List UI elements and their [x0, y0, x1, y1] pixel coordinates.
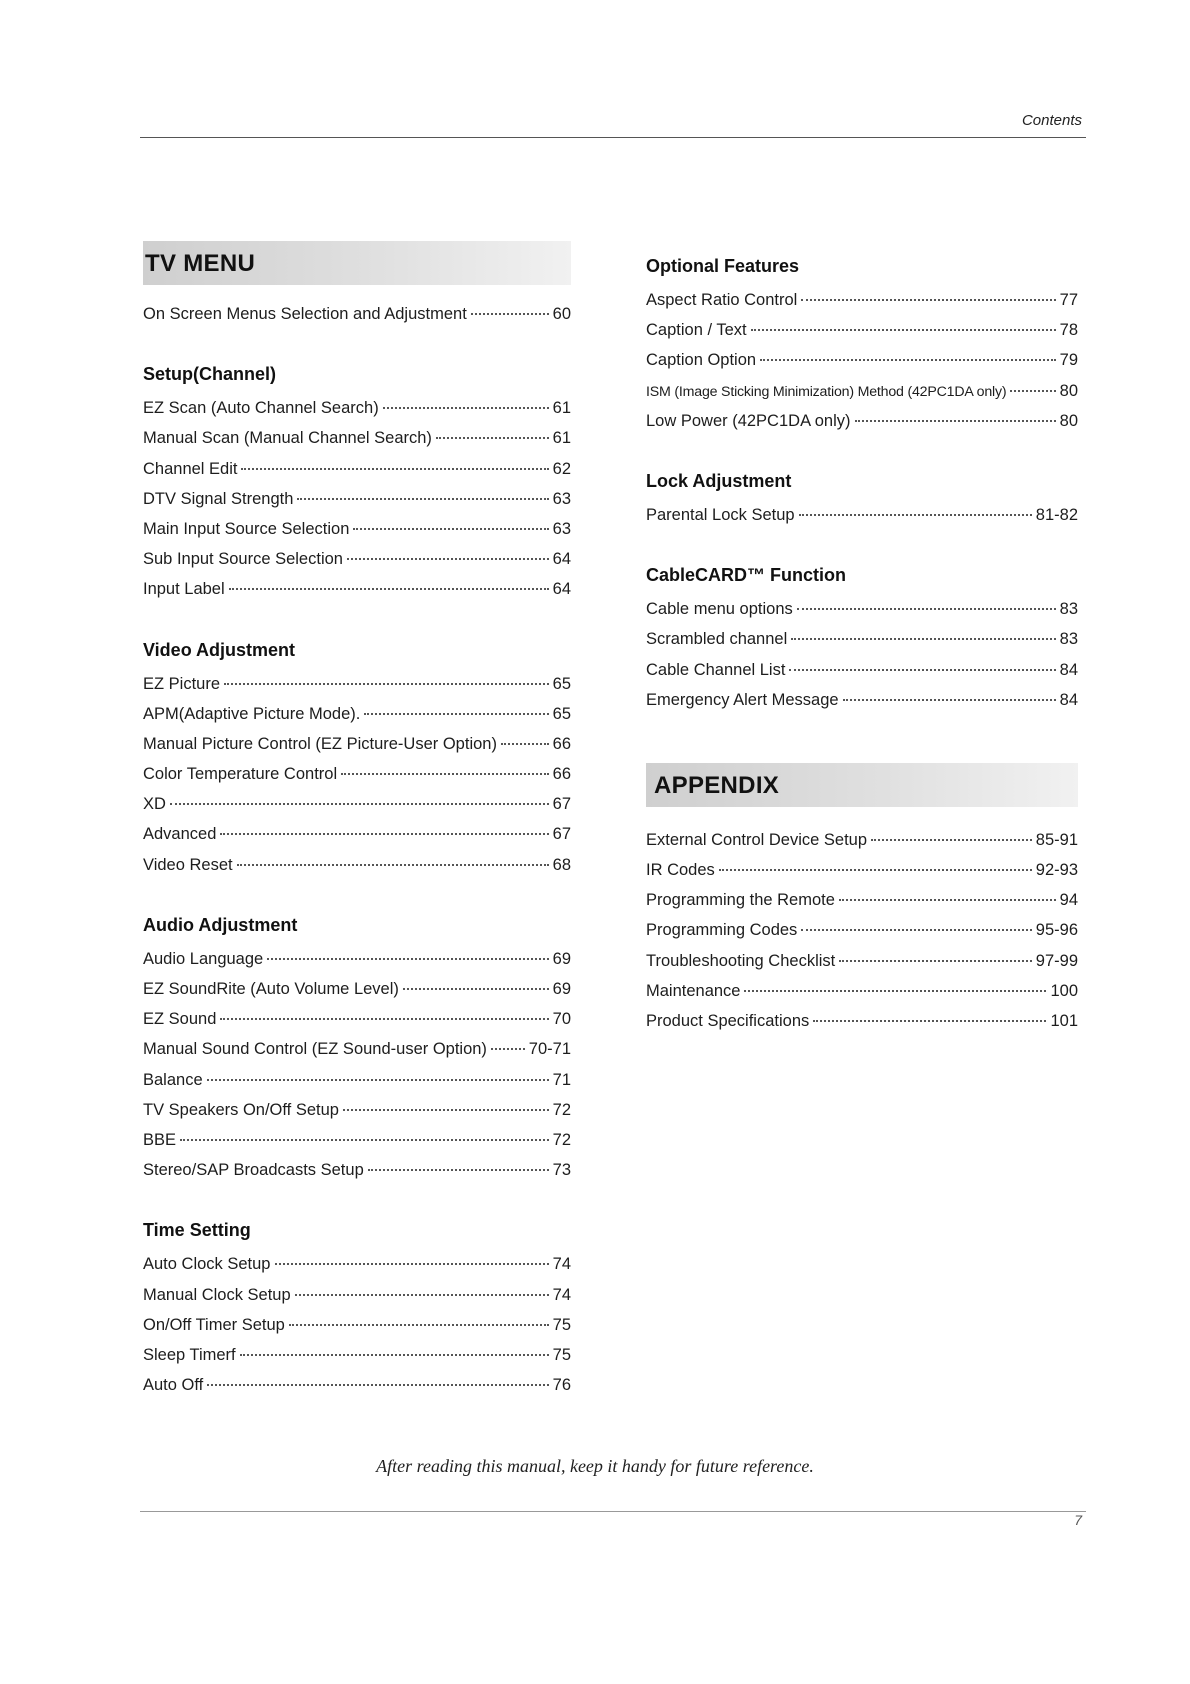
footer-rule — [140, 1511, 1086, 1512]
dot-leader — [501, 743, 549, 745]
toc-entry[interactable] — [646, 285, 1078, 315]
toc-entry[interactable] — [143, 1280, 571, 1310]
toc-entry[interactable] — [143, 544, 571, 574]
toc-entry-label: Scrambled channel — [646, 630, 788, 649]
toc-entry[interactable] — [143, 944, 571, 974]
dot-leader — [383, 407, 549, 409]
toc-entry-page: 64 — [552, 550, 571, 569]
toc-entry[interactable] — [143, 1370, 571, 1400]
toc-entry-page: 73 — [552, 1161, 571, 1180]
dot-leader — [220, 833, 548, 835]
toc-entry[interactable] — [646, 315, 1078, 345]
section-title: Video Adjustment — [143, 639, 296, 660]
toc-entry-label: Video Reset — [143, 855, 233, 874]
optional-features-section — [646, 251, 1078, 436]
page-number: 7 — [1074, 1512, 1082, 1528]
toc-entry-page: 97-99 — [1035, 951, 1078, 970]
dot-leader — [295, 1294, 549, 1296]
toc-entry-label: Low Power (42PC1DA only) — [646, 411, 851, 430]
toc-entry-page: 100 — [1050, 981, 1078, 1000]
toc-entry-page: 80 — [1059, 411, 1078, 430]
dot-leader — [801, 299, 1055, 301]
section-title: Lock Adjustment — [646, 470, 792, 491]
toc-entry-page: 65 — [552, 674, 571, 693]
toc-entry-page: 94 — [1059, 891, 1078, 910]
contents-right-column — [646, 251, 1078, 1066]
toc-entry-label: Manual Scan (Manual Channel Search) — [143, 429, 432, 448]
toc-entry-label: Troubleshooting Checklist — [646, 951, 836, 970]
toc-entry-label: External Control Device Setup — [646, 830, 868, 849]
dot-leader — [719, 869, 1032, 871]
toc-entry-label: TV Speakers On/Off Setup — [143, 1100, 339, 1119]
toc-entry-label: Auto Off — [143, 1376, 204, 1395]
toc-entry-label: Cable Channel List — [646, 660, 786, 679]
toc-entry-label: EZ Picture — [143, 674, 221, 693]
time-setting-section — [143, 1215, 571, 1400]
toc-entry-label: Programming Codes — [646, 921, 798, 940]
toc-entry-label: APM(Adaptive Picture Mode). — [143, 704, 361, 723]
toc-entry-page: 66 — [552, 765, 571, 784]
toc-entry-page: 74 — [552, 1285, 571, 1304]
toc-entry[interactable] — [143, 669, 571, 699]
toc-entry[interactable] — [143, 574, 571, 604]
dot-leader — [368, 1169, 549, 1171]
toc-entry[interactable] — [143, 1095, 571, 1125]
toc-entry-label: Aspect Ratio Control — [646, 291, 798, 309]
intro-section — [143, 299, 571, 329]
dot-leader — [170, 803, 549, 805]
toc-entry-label: Product Specifications — [646, 1012, 810, 1030]
toc-entry-page: 81-82 — [1035, 505, 1078, 524]
toc-entry-label: Balance — [143, 1070, 203, 1089]
toc-entry-page: 63 — [552, 489, 571, 508]
dot-leader — [353, 528, 548, 530]
dot-leader — [491, 1048, 525, 1050]
toc-entry-page: 61 — [552, 429, 571, 448]
dot-leader — [751, 329, 1056, 331]
header-rule — [140, 137, 1086, 138]
toc-entry-label: Channel Edit — [143, 459, 238, 478]
toc-entry-page: 84 — [1059, 690, 1078, 709]
toc-entry-label: On Screen Menus Selection and Adjustment — [143, 305, 467, 323]
toc-entry-label: Manual Picture Control (EZ Picture-User Option) — [143, 734, 497, 753]
toc-entry-label: Manual Sound Control (EZ Sound-user Option) — [143, 1040, 487, 1059]
section-title: Optional Features — [646, 256, 800, 276]
toc-entry-label: Parental Lock Setup — [646, 505, 795, 524]
toc-entry-page: 101 — [1050, 1012, 1078, 1030]
toc-entry-page: 67 — [552, 825, 571, 844]
dot-leader — [791, 638, 1055, 640]
dot-leader — [799, 514, 1032, 516]
toc-entry-page: 69 — [552, 980, 571, 998]
contents-left-column — [143, 241, 571, 1430]
toc-entry-page: 67 — [552, 795, 571, 814]
toc-entry-label: Input Label — [143, 580, 225, 599]
toc-entry-label: Caption / Text — [646, 321, 747, 340]
dot-leader — [760, 359, 1056, 361]
dot-leader — [797, 608, 1056, 610]
dot-leader — [229, 588, 549, 590]
toc-entry[interactable] — [143, 850, 571, 880]
toc-entry[interactable] — [143, 393, 571, 423]
toc-entry[interactable] — [143, 974, 571, 1004]
toc-entry-page: 63 — [552, 519, 571, 538]
toc-entry-label: Stereo/SAP Broadcasts Setup — [143, 1161, 364, 1180]
toc-entry[interactable] — [646, 825, 1078, 855]
toc-entry[interactable] — [646, 624, 1078, 654]
toc-entry-label: Caption Option — [646, 351, 757, 370]
toc-entry[interactable] — [143, 819, 571, 849]
toc-entry-label: ISM (Image Sticking Minimization) Method (42PC1DA only) — [646, 383, 1007, 400]
toc-entry-page: 78 — [1059, 321, 1078, 340]
toc-entry[interactable] — [143, 1155, 571, 1185]
toc-entry[interactable] — [143, 1034, 571, 1064]
toc-entry[interactable] — [143, 1340, 571, 1370]
toc-entry-page: 70 — [552, 1010, 571, 1029]
toc-entry-label: EZ Scan (Auto Channel Search) — [143, 399, 379, 418]
toc-entry-page: 76 — [552, 1376, 571, 1395]
toc-entry-page: 75 — [552, 1315, 571, 1334]
toc-entry-page: 68 — [552, 855, 571, 874]
toc-entry[interactable] — [143, 759, 571, 789]
toc-entry-label: Main Input Source Selection — [143, 519, 350, 538]
toc-entry-label: IR Codes — [646, 861, 715, 880]
toc-entry[interactable] — [646, 976, 1078, 1006]
section-title: Time Setting — [143, 1220, 251, 1241]
dot-leader — [839, 899, 1056, 901]
toc-entry-page: 80 — [1059, 381, 1078, 400]
toc-entry-page: 70-71 — [528, 1040, 571, 1059]
cablecard-section — [646, 560, 1078, 715]
section-title: Setup(Channel) — [143, 364, 276, 385]
toc-entry[interactable] — [143, 1065, 571, 1095]
toc-entry-label: Maintenance — [646, 981, 741, 1000]
setup-channel-section — [143, 359, 571, 604]
toc-entry-label: Emergency Alert Message — [646, 690, 839, 709]
toc-entry[interactable] — [646, 500, 1078, 530]
dot-leader — [267, 958, 548, 960]
dot-leader — [347, 558, 549, 560]
toc-entry-page: 69 — [552, 949, 571, 968]
toc-entry-page: 60 — [552, 305, 571, 323]
toc-entry-page: 65 — [552, 704, 571, 723]
toc-entry-page: 72 — [552, 1100, 571, 1119]
toc-entry-page: 83 — [1059, 630, 1078, 649]
dot-leader — [237, 864, 549, 866]
toc-entry-label: Programming the Remote — [646, 891, 835, 910]
toc-entry[interactable] — [646, 594, 1078, 624]
dot-leader — [436, 437, 549, 439]
dot-leader — [275, 1263, 549, 1265]
toc-entry-label: Advanced — [143, 825, 217, 844]
dot-leader — [871, 839, 1032, 841]
dot-leader — [1010, 390, 1055, 392]
toc-entry[interactable] — [143, 699, 571, 729]
toc-entry[interactable] — [143, 1310, 571, 1340]
toc-entry-page: 72 — [552, 1130, 571, 1149]
dot-leader — [813, 1020, 1046, 1022]
dot-leader — [789, 669, 1055, 671]
dot-leader — [403, 988, 549, 990]
toc-entry[interactable] — [646, 655, 1078, 685]
toc-entry-label: Color Temperature Control — [143, 765, 338, 784]
dot-leader — [744, 990, 1046, 992]
toc-entry-page: 71 — [552, 1070, 571, 1089]
dot-leader — [843, 699, 1056, 701]
toc-entry-label: DTV Signal Strength — [143, 489, 294, 508]
toc-entry-label: Auto Clock Setup — [143, 1255, 271, 1274]
toc-entry[interactable] — [143, 729, 571, 759]
toc-entry[interactable] — [646, 855, 1078, 885]
appendix-banner: APPENDIX — [646, 763, 1078, 807]
toc-entry-label: Audio Language — [143, 949, 264, 968]
toc-entry[interactable] — [143, 789, 571, 819]
toc-entry[interactable] — [646, 376, 1078, 406]
running-header: Contents — [1021, 112, 1082, 129]
toc-entry-label: Sleep Timerf — [143, 1345, 236, 1364]
toc-entry[interactable] — [646, 885, 1078, 915]
section-title: CableCARD™ Function — [646, 565, 846, 586]
toc-entry[interactable] — [646, 406, 1078, 436]
tv-menu-banner: TV MENU — [143, 241, 571, 285]
toc-entry-label: EZ SoundRite (Auto Volume Level) — [143, 980, 399, 998]
dot-leader — [471, 313, 549, 315]
toc-entry-page: 95-96 — [1035, 921, 1078, 940]
toc-entry[interactable] — [143, 484, 571, 514]
dot-leader — [220, 1018, 548, 1020]
toc-entry-page: 83 — [1059, 600, 1078, 619]
toc-entry-page: 64 — [552, 580, 571, 599]
toc-entry-label: On/Off Timer Setup — [143, 1315, 285, 1334]
toc-entry[interactable] — [646, 1006, 1078, 1036]
dot-leader — [343, 1109, 549, 1111]
toc-entry-page: 77 — [1059, 291, 1078, 309]
dot-leader — [341, 773, 549, 775]
toc-entry-label: Manual Clock Setup — [143, 1285, 291, 1304]
dot-leader — [297, 498, 548, 500]
toc-entry-page: 85-91 — [1035, 830, 1078, 849]
toc-entry[interactable] — [143, 1249, 571, 1279]
dot-leader — [241, 468, 548, 470]
toc-entry-page: 92-93 — [1035, 861, 1078, 880]
toc-entry-page: 62 — [552, 459, 571, 478]
toc-entry[interactable] — [143, 299, 571, 329]
toc-entry-label: EZ Sound — [143, 1010, 217, 1029]
toc-entry-page: 75 — [552, 1345, 571, 1364]
toc-entry-label: BBE — [143, 1130, 177, 1149]
dot-leader — [180, 1139, 549, 1141]
toc-entry[interactable] — [646, 915, 1078, 945]
footer-note: After reading this manual, keep it handy for future reference. — [376, 1456, 814, 1476]
dot-leader — [801, 929, 1031, 931]
toc-entry-page: 84 — [1059, 660, 1078, 679]
toc-entry[interactable] — [646, 946, 1078, 976]
dot-leader — [207, 1079, 549, 1081]
dot-leader — [855, 420, 1056, 422]
toc-entry-label: Cable menu options — [646, 600, 793, 619]
dot-leader — [839, 960, 1032, 962]
dot-leader — [240, 1354, 549, 1356]
toc-entry[interactable] — [646, 685, 1078, 715]
section-title: Audio Adjustment — [143, 914, 298, 935]
toc-entry[interactable] — [143, 1125, 571, 1155]
audio-adjustment-section — [143, 910, 571, 1186]
dot-leader — [207, 1384, 548, 1386]
lock-adjustment-section — [646, 466, 1078, 530]
dot-leader — [289, 1324, 549, 1326]
toc-entry[interactable] — [143, 454, 571, 484]
toc-entry-label: XD — [143, 795, 166, 814]
toc-entry-label: Sub Input Source Selection — [143, 550, 343, 569]
toc-entry[interactable] — [143, 514, 571, 544]
video-adjustment-section — [143, 635, 571, 880]
dot-leader — [224, 683, 549, 685]
dot-leader — [364, 713, 548, 715]
appendix-section — [646, 825, 1078, 1036]
toc-entry-page: 79 — [1059, 351, 1078, 370]
toc-entry[interactable] — [646, 345, 1078, 375]
toc-entry-page: 74 — [552, 1255, 571, 1274]
toc-entry[interactable] — [143, 1004, 571, 1034]
toc-entry[interactable] — [143, 423, 571, 453]
toc-entry-page: 61 — [552, 399, 571, 418]
toc-entry-page: 66 — [552, 734, 571, 753]
